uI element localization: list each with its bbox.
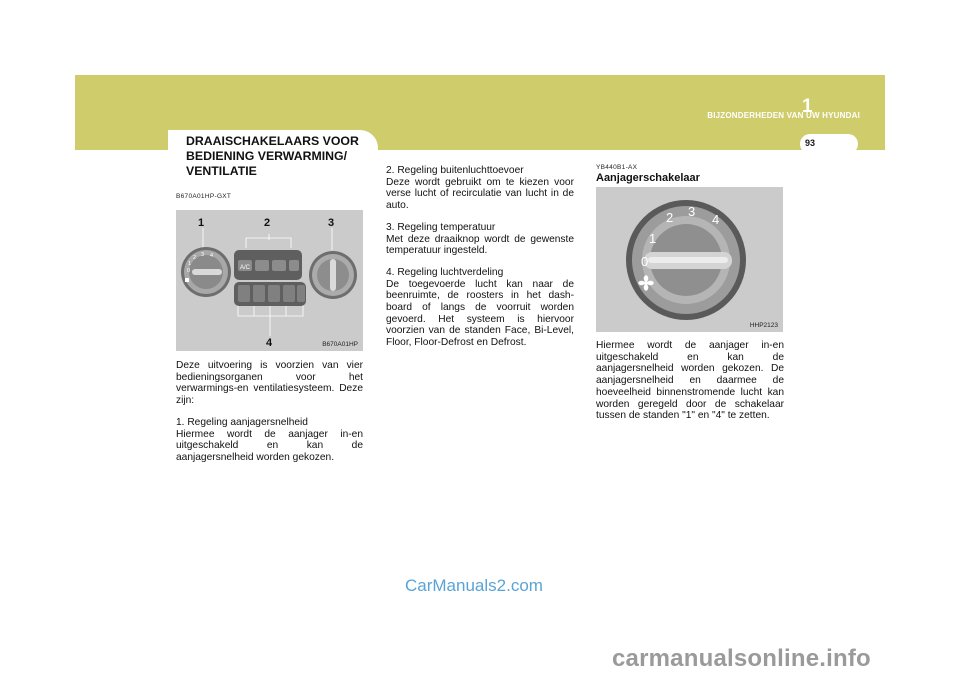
page-number-tab (800, 134, 858, 154)
knob-mark: 3 (201, 252, 205, 258)
knob-mark: 1 (188, 261, 192, 267)
callout-2: 2 (264, 217, 271, 229)
section-title-box (168, 130, 378, 186)
chapter-number: 1 (802, 96, 813, 117)
dial-mark-2: 2 (666, 210, 674, 225)
button-panel (234, 250, 306, 306)
callout-1: 1 (198, 217, 205, 229)
page-number: 93 (804, 138, 815, 148)
paragraph: Met deze draaiknop wordt de gewenste temperatuur ingesteld. (386, 233, 574, 257)
watermark-carmanualsonline[interactable]: carmanualsonline.info (612, 645, 871, 672)
knob-mark: 2 (193, 255, 197, 261)
paragraph: Hiermee wordt de aanjager in-en uitgeschakeld en kan de aanjagersnelheid worden gekozen. De aanjagersnelheid en daarmee de hoeveelheid binnenstromende lucht kan worden geregeld door de schakelaar tussen de standen "1" en "4" te zetten. (596, 340, 784, 422)
blower-switch-illustration (596, 187, 783, 332)
item-heading: 1. Regeling aanjagersnelheid (176, 416, 308, 428)
chapter-title: BIJZONDERHEDEN VAN UW HYUNDAI (707, 111, 860, 120)
fan-speed-knob (181, 247, 231, 297)
ac-label: A/C (240, 265, 251, 271)
control-panel-illustration (176, 210, 363, 351)
section-code: B670A01HP-GXT (176, 193, 232, 200)
dial-mark-3: 3 (688, 204, 696, 219)
item-heading: 3. Regeling temperatuur (386, 221, 496, 233)
callout-4: 4 (266, 337, 273, 349)
right-column-text (596, 340, 784, 432)
paragraph: De toegevoerde lucht kan naar de beenruimte, de roosters in het dash-board of langs de voorruit worden gevoerd. Het systeem is hiervoor voorzien van de standen Face, Bi-Level, Floor, Floor-Defrost en Defrost. (386, 278, 574, 349)
dial-mark-4: 4 (712, 212, 720, 227)
paragraph: Deze wordt gebruikt om te kiezen voor verse lucht of recirculatie van lucht in de auto. (386, 176, 574, 212)
dial-mark-1: 1 (649, 231, 657, 246)
subsection-heading: Aanjagerschakelaar (596, 172, 700, 184)
watermark-carmanuals2[interactable]: CarManuals2.com (405, 576, 543, 595)
section-title: DRAAISCHAKELAARS VOOR BEDIENING VERWARMING/ VENTILATIE (186, 134, 359, 178)
middle-column-text (386, 165, 574, 359)
item-heading: 2. Regeling buitenluchttoevoer (386, 165, 524, 176)
knob-mark: 0 (187, 268, 191, 274)
paragraph: Hiermee wordt de aanjager in-en uitgeschakeld en kan de aanjagersnelheid worden gekozen. (176, 428, 363, 463)
figure-caption: HHP2123 (749, 322, 778, 329)
knob-mark: 4 (210, 253, 214, 259)
dial-mark-0: 0 (641, 254, 649, 269)
control-panel-figure (176, 210, 363, 351)
blower-switch-figure (596, 187, 783, 332)
subsection-code: YB440B1-AX (596, 164, 638, 171)
callout-3: 3 (328, 217, 335, 229)
figure-caption: B670A01HP (322, 341, 358, 348)
item-heading: 4. Regeling luchtverdeling (386, 266, 504, 278)
paragraph: Deze uitvoering is voorzien van vier bedieningsorganen voor het verwarmings-en ventilatiesysteem. Deze zijn: (176, 360, 363, 407)
left-column-text (176, 360, 363, 474)
temperature-knob (309, 251, 357, 299)
